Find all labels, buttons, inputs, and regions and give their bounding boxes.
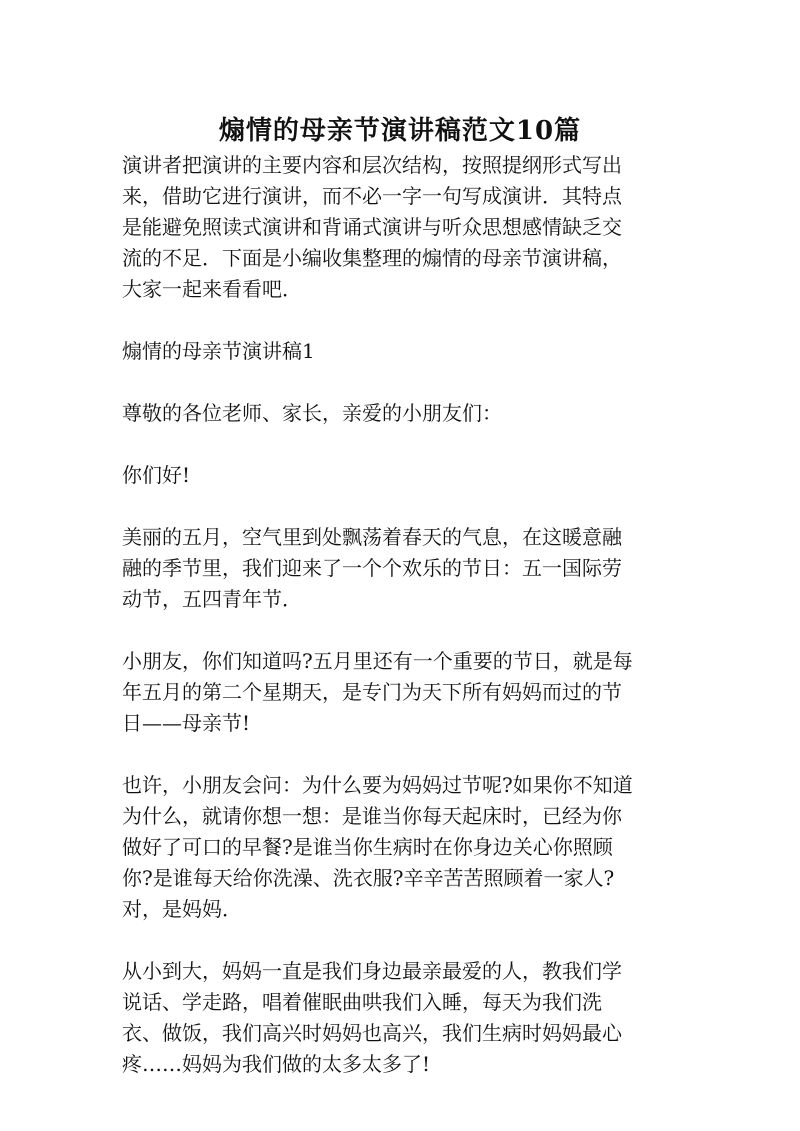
document-title: 煽情的母亲节演讲稿范文10篇 <box>218 116 582 146</box>
text-line: 来，借助它进行演讲，而不必一字一句写成演讲．其特点 <box>122 184 622 208</box>
text-line: 说话、学走路，唱着催眠曲哄我们入睡，每天为我们洗 <box>122 990 602 1014</box>
text-line: 日——母亲节! <box>122 711 251 735</box>
text-line: 衣、做饭，我们高兴时妈妈也高兴，我们生病时妈妈最心 <box>122 1021 622 1045</box>
text-line: 也许，小朋友会问：为什么要为妈妈过节呢?如果你不知道 <box>122 773 633 797</box>
document-body <box>122 150 682 1111</box>
text-line: 你们好! <box>122 463 191 487</box>
paragraph-salutation <box>122 398 682 429</box>
text-line: 你?是谁每天给你洗澡、洗衣服?辛辛苦苦照顾着一家人? <box>122 866 615 890</box>
paragraph-why <box>122 770 682 925</box>
text-line: 尊敬的各位老师、家长，亲爱的小朋友们： <box>122 401 502 425</box>
section-heading <box>122 336 682 367</box>
text-line: 疼……妈妈为我们做的太多太多了! <box>122 1052 431 1076</box>
text-line: 动节，五四青年节． <box>122 587 302 611</box>
text-line: 为什么，就请你想一想：是谁当你每天起床时，已经为你 <box>122 804 622 828</box>
text-line: 融的季节里，我们迎来了一个个欢乐的节日：五一国际劳 <box>122 556 622 580</box>
text-line: 煽情的母亲节演讲稿1 <box>122 339 315 363</box>
text-line: 是能避免照读式演讲和背诵式演讲与听众思想感情缺乏交 <box>122 215 622 239</box>
paragraph-greeting <box>122 460 682 491</box>
text-line: 大家一起来看看吧． <box>122 277 302 301</box>
paragraph-mothers-day <box>122 646 682 739</box>
text-line: 年五月的第二个星期天，是专门为天下所有妈妈而过的节 <box>122 680 622 704</box>
text-line: 从小到大，妈妈一直是我们身边最亲最爱的人，教我们学 <box>122 959 622 983</box>
paragraph-may <box>122 522 682 615</box>
text-line: 对，是妈妈． <box>122 897 242 921</box>
text-line: 流的不足．下面是小编收集整理的煽情的母亲节演讲稿， <box>122 246 622 270</box>
text-line: 演讲者把演讲的主要内容和层次结构，按照提纲形式写出 <box>122 153 622 177</box>
text-line: 做好了可口的早餐?是谁当你生病时在你身边关心你照顾 <box>122 835 613 859</box>
text-line: 美丽的五月，空气里到处飘荡着春天的气息，在这暖意融 <box>122 525 622 549</box>
paragraph-growing-up <box>122 956 682 1080</box>
paragraph-intro <box>122 150 682 305</box>
text-line: 小朋友，你们知道吗?五月里还有一个重要的节日，就是每 <box>122 649 633 673</box>
